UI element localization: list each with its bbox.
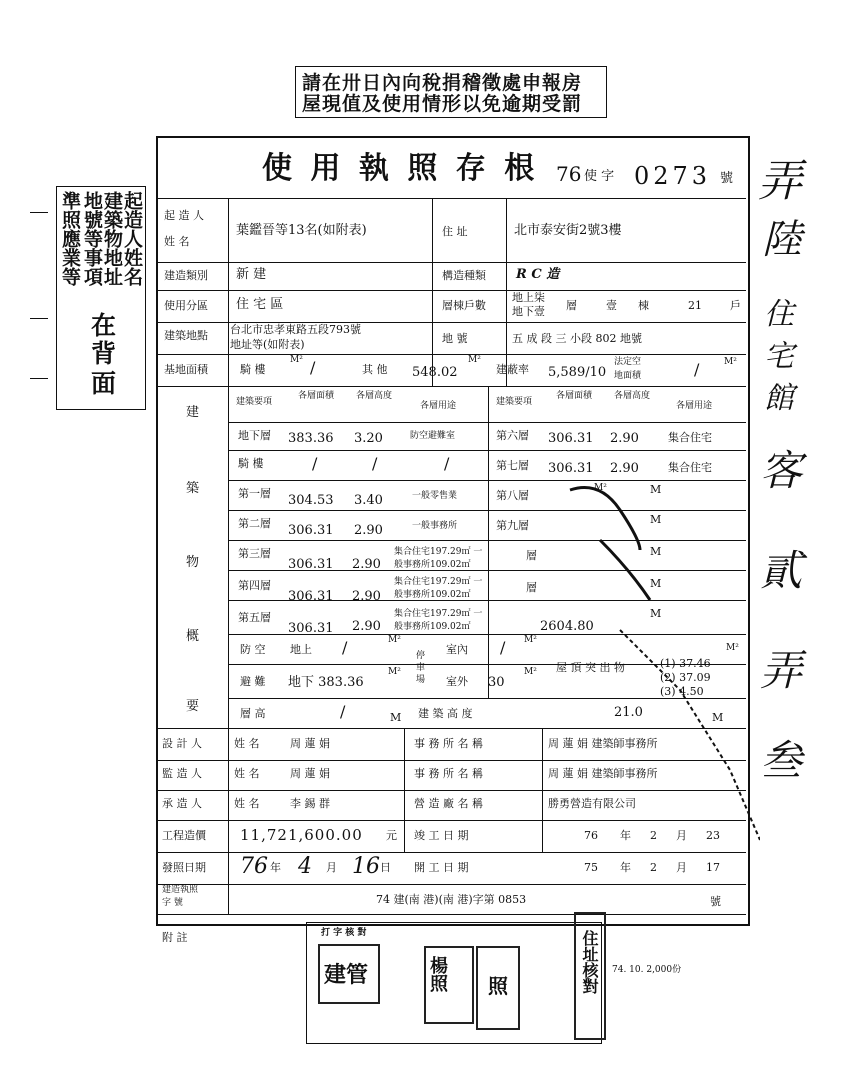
vline-people2 — [542, 728, 543, 852]
site-value-2: 地址等(如附表) — [230, 338, 305, 351]
building-height-unit: M — [712, 711, 724, 724]
designer-office: 周 蓮 娟 建築師事務所 — [548, 737, 658, 750]
start-day: 17 — [706, 861, 720, 874]
lot-label: 地 號 — [442, 332, 468, 345]
stroke-2 — [600, 540, 650, 600]
left-note-col-4: 準照應業等 — [59, 191, 81, 286]
contractor-company-label: 營 造 廠 名 稱 — [414, 797, 483, 810]
bld-side-3: 物 — [186, 555, 200, 570]
floors-label: 層棟戶數 — [442, 299, 486, 312]
rf-label-3: 第九層 — [496, 519, 529, 532]
floors-dong: 壹 — [606, 299, 617, 312]
legal-label-1: 法定空 — [614, 357, 642, 367]
notice-box — [295, 66, 607, 118]
lf-use-5: 集合住宅197.29㎡ 一般事務所109.02㎡ — [394, 577, 483, 600]
address-value: 北市泰安街2號3樓 — [514, 223, 622, 238]
ting-che-label: 停車場 — [416, 651, 426, 685]
supervisor-office-label: 事 務 所 名 稱 — [414, 767, 483, 780]
address-label: 住 址 — [442, 225, 468, 238]
stamp-1-text: 建管 — [324, 962, 369, 988]
lf-label-6: 第五層 — [238, 611, 271, 624]
right-char-8: 弄 — [760, 646, 803, 695]
col-use-left: 各層用途 — [420, 401, 457, 411]
issue-nian: 年 — [270, 861, 281, 874]
roof-unit: M² — [726, 643, 739, 653]
shi-nei-unit: M² — [524, 635, 537, 645]
col-area-left: 各層面積 — [298, 391, 335, 401]
vline-mid2 — [506, 198, 507, 386]
contractor-company: 勝勇營造有限公司 — [548, 797, 636, 810]
stamp-vertical-4 — [574, 912, 606, 1040]
start-label: 開 工 日 期 — [414, 861, 469, 874]
col-item-left: 建築要項 — [236, 397, 273, 407]
floors-dong-unit: 棟 — [638, 299, 649, 312]
col-height-right: 各層高度 — [614, 391, 651, 401]
lf-area-0: 383.36 — [288, 431, 334, 446]
rf-area-6: 2604.80 — [540, 619, 594, 634]
floors-below: 地下壹 — [512, 305, 545, 318]
roof-3: (3) 4.50 — [660, 685, 704, 698]
rf-m-2: M — [650, 483, 662, 496]
site-value-1: 台北市忠孝東路五段793號 — [230, 323, 361, 336]
roof-2: (2) 37.09 — [660, 671, 711, 684]
owner-value: 葉鑑晉等13名(如附表) — [236, 223, 367, 238]
rf-height-1: 2.90 — [610, 461, 639, 476]
lf-height-4: 2.90 — [352, 557, 381, 572]
rf-use-1: 集合住宅 — [668, 461, 712, 474]
rf-m-3: M — [650, 513, 662, 526]
lf-height-3: 2.90 — [354, 523, 383, 538]
permit-suffix: 號 — [720, 171, 734, 186]
lot-value: 五 成 段 三 小段 802 地號 — [512, 332, 642, 345]
xia-value: 地下 383.36 — [288, 675, 364, 690]
rf-height-0: 2.90 — [610, 431, 639, 446]
lf-use-4: 集合住宅197.29㎡ 一般事務所109.02㎡ — [394, 547, 483, 570]
start-nian: 年 — [620, 861, 631, 874]
designer-label: 設 計 人 — [162, 737, 202, 750]
lf-label-5: 第四層 — [238, 579, 271, 592]
zone-value: 住 宅 區 — [236, 297, 284, 312]
note-label: 附 註 — [162, 931, 188, 944]
floors-above: 地上柒 — [512, 291, 545, 304]
permit-value-suffix: 號 — [710, 895, 721, 908]
rf-m-4: M — [650, 545, 662, 558]
supervisor-label: 監 造 人 — [162, 767, 202, 780]
left-note-big-2: 背 — [91, 339, 117, 368]
lf-use-3: 一般事務所 — [412, 521, 458, 531]
lf-area-1: / — [312, 454, 318, 473]
lf-height-2: 3.40 — [354, 493, 383, 508]
fu-lou-slash: / — [310, 358, 316, 377]
base-area-label: 基地面積 — [164, 363, 208, 376]
other-unit: M² — [468, 355, 481, 365]
left-note-box — [56, 186, 146, 410]
shi-wai-label: 室外 — [446, 675, 468, 688]
notice-line-1: 請在卅日內向稅捐稽徵處申報房 — [302, 72, 583, 94]
bld-side-5: 要 — [186, 699, 200, 714]
bld-side-2: 築 — [186, 481, 200, 496]
shi-nei-label: 室內 — [446, 643, 468, 656]
lf-area-6: 306.31 — [288, 621, 334, 636]
start-year: 75 — [584, 861, 598, 874]
lf-height-6: 2.90 — [352, 619, 381, 634]
lf-area-2: 304.53 — [288, 493, 334, 508]
lf-height-0: 3.20 — [354, 431, 383, 446]
lf-use-2: 一般零售業 — [412, 491, 458, 501]
ceng-gao-unit: M — [390, 711, 402, 724]
right-char-3: 住 — [764, 297, 794, 332]
coverage-label: 建蔽率 — [496, 363, 529, 376]
done-month: 2 — [650, 829, 657, 842]
lf-height-5: 2.90 — [352, 589, 381, 604]
right-margin-text — [752, 150, 812, 910]
issue-label: 發照日期 — [162, 861, 206, 874]
stamp-red-1 — [318, 944, 380, 1004]
ceng-gao-slash: / — [340, 702, 346, 721]
permit-number: 0273 — [634, 162, 712, 190]
supervisor-office: 周 蓮 娟 建築師事務所 — [548, 767, 658, 780]
line-1 — [158, 198, 746, 199]
done-day: 23 — [706, 829, 720, 842]
legal-label-2: 地面積 — [614, 371, 642, 381]
lf-label-0: 地下層 — [238, 429, 271, 442]
right-char-6: 客 — [760, 446, 803, 495]
structure-label: 構造種類 — [442, 269, 486, 282]
stamp-name-3 — [476, 946, 520, 1030]
issue-ri: 日 — [380, 861, 391, 874]
building-height-value: 21.0 — [614, 705, 643, 720]
building-height-label: 建 築 高 度 — [418, 707, 473, 720]
rf-label-5: 層 — [526, 581, 537, 594]
car-out-value: 30 — [488, 675, 505, 690]
owner-label-1: 起 造 人 — [164, 209, 204, 222]
designer-office-label: 事 務 所 名 稱 — [414, 737, 483, 750]
zone-label: 使用分區 — [164, 299, 208, 312]
supervisor-name: 周 蓮 娟 — [290, 767, 330, 780]
line-21 — [158, 852, 746, 853]
shi-nei-slash: / — [500, 638, 506, 657]
print-label: 74. 10. 2,000份 — [612, 965, 682, 975]
contractor-label: 承 造 人 — [162, 797, 202, 810]
category-value: 新 建 — [236, 267, 267, 282]
rf-m-5: M — [650, 577, 662, 590]
category-label: 建造類別 — [164, 269, 208, 282]
col-area-right: 各層面積 — [556, 391, 593, 401]
other-value: 548.02 — [412, 365, 458, 380]
bld-side-1: 建 — [186, 405, 200, 420]
cost-value: 11,721,600.00 — [240, 826, 363, 844]
right-char-4: 宅 — [764, 339, 794, 374]
bi-nan-label: 避 難 — [240, 675, 266, 688]
floors-ceng: 層 — [566, 299, 577, 312]
issue-day: 16 — [352, 854, 380, 879]
line-3 — [158, 290, 746, 291]
right-char-7: 貳 — [760, 546, 803, 595]
lf-area-5: 306.31 — [288, 589, 334, 604]
shang-label: 地上 — [290, 643, 312, 656]
notice-line-2: 屋現值及使用情形以免逾期受罰 — [302, 93, 583, 115]
shang-unit: M² — [388, 635, 401, 645]
rf-area-0: 306.31 — [548, 431, 594, 446]
check-label: 打 字 核 對 — [321, 928, 367, 938]
line-6 — [158, 386, 746, 387]
line-8 — [228, 450, 746, 451]
lf-height-1: / — [372, 454, 378, 473]
floors-hu: 21 — [688, 299, 702, 312]
stroke-1 — [570, 488, 640, 551]
col-item-right: 建築要項 — [496, 397, 533, 407]
rf-m-6: M — [650, 607, 662, 620]
lf-use-6: 集合住宅197.29㎡ 一般事務所109.02㎡ — [394, 609, 483, 632]
ceng-gao-label: 層 高 — [240, 707, 266, 720]
issue-year: 76 — [240, 854, 268, 879]
left-dash-3 — [30, 378, 48, 379]
col-height-left: 各層高度 — [356, 391, 393, 401]
permit-label-2: 字 號 — [162, 898, 183, 908]
left-note-col-2: 建築物地址 — [101, 191, 123, 286]
right-char-2: 陸 — [762, 217, 802, 263]
left-dash-1 — [30, 212, 48, 213]
handwritten-strokes — [560, 470, 760, 850]
bld-side-4: 概 — [186, 629, 200, 644]
owner-label-2: 姓 名 — [164, 235, 190, 248]
line-2 — [158, 262, 746, 263]
rf-use-0: 集合住宅 — [668, 431, 712, 444]
right-char-9: 叁 — [760, 736, 803, 785]
lf-area-4: 306.31 — [288, 557, 334, 572]
permit-label-1: 建造執照 — [162, 885, 199, 895]
permit-word: 使 字 — [584, 169, 615, 184]
done-label: 竣 工 日 期 — [414, 829, 469, 842]
left-note-col-1: 起造人姓名 — [121, 191, 143, 286]
line-5 — [158, 354, 746, 355]
left-dash-2 — [30, 318, 48, 319]
vline-label — [228, 198, 229, 914]
shang-slash: / — [342, 638, 348, 657]
site-label: 建築地點 — [164, 329, 208, 342]
form-title: 使 用 執 照 存 根 — [262, 151, 539, 186]
stroke-3 — [620, 630, 760, 840]
floors-hu-unit: 戶 — [730, 299, 741, 312]
start-month: 2 — [650, 861, 657, 874]
left-note-big-3: 面 — [91, 369, 117, 398]
designer-name-label: 姓 名 — [234, 737, 260, 750]
legal-slash: / — [694, 360, 700, 379]
structure-value: R C 造 — [516, 267, 560, 282]
legal-unit: M² — [724, 357, 737, 367]
fu-lou-unit: M² — [290, 355, 303, 365]
cost-unit: 元 — [386, 829, 397, 842]
vline-mid — [432, 198, 433, 386]
roof-label: 屋 頂 突 出 物 — [556, 661, 625, 674]
issue-month: 4 — [298, 854, 312, 879]
contractor-name-label: 姓 名 — [234, 797, 260, 810]
fu-lou-label: 騎 樓 — [240, 363, 266, 376]
lf-use-0: 防空避難室 — [410, 431, 456, 441]
lf-label-1: 騎 樓 — [238, 457, 264, 470]
designer-name: 周 蓮 娟 — [290, 737, 330, 750]
rf-label-2: 第八層 — [496, 489, 529, 502]
issue-yue: 月 — [326, 861, 337, 874]
line-23 — [158, 914, 746, 915]
stamp-2-text: 楊照 — [427, 956, 448, 992]
vline-people — [404, 728, 405, 852]
rf-label-0: 第六層 — [496, 429, 529, 442]
stamp-name-2 — [424, 946, 474, 1024]
col-use-right: 各層用途 — [676, 401, 713, 411]
right-char-5: 館 — [764, 381, 794, 416]
lf-area-3: 306.31 — [288, 523, 334, 538]
shi-wai-unit: M² — [524, 667, 537, 677]
done-year: 76 — [584, 829, 598, 842]
done-yue: 月 — [676, 829, 687, 842]
fang-kong-label: 防 空 — [240, 643, 266, 656]
left-note-col-3: 地號等事項 — [81, 191, 103, 286]
stamp-3-text: 照 — [488, 974, 508, 998]
line-7 — [228, 422, 746, 423]
done-nian: 年 — [620, 829, 631, 842]
lf-label-2: 第一層 — [238, 487, 271, 500]
vline-bld-mid — [488, 386, 489, 698]
other-label: 其 他 — [362, 363, 388, 376]
lf-use-1: / — [444, 454, 450, 473]
permit-year: 76 — [556, 162, 582, 186]
start-yue: 月 — [676, 861, 687, 874]
lf-label-4: 第三層 — [238, 547, 271, 560]
roof-1: (1) 37.46 — [660, 657, 711, 670]
right-char-1: 弄 — [758, 156, 802, 207]
lf-label-3: 第二層 — [238, 517, 271, 530]
cost-label: 工程造價 — [162, 829, 206, 842]
coverage-value: 5,589/10 — [548, 365, 607, 380]
left-note-big-1: 在 — [91, 311, 117, 340]
rf-label-1: 第七層 — [496, 459, 529, 472]
rf-area-1: 306.31 — [548, 461, 594, 476]
xia-unit: M² — [388, 667, 401, 677]
contractor-name: 李 錫 群 — [290, 797, 330, 810]
permit-value: 74 建(南 港)(南 港)字第 0853 — [376, 893, 527, 906]
supervisor-name-label: 姓 名 — [234, 767, 260, 780]
line-22 — [158, 884, 746, 885]
rf-label-4: 層 — [526, 549, 537, 562]
rf-unit-2: M² — [594, 483, 607, 493]
stamp-4-text: 住址核對 — [580, 930, 599, 994]
